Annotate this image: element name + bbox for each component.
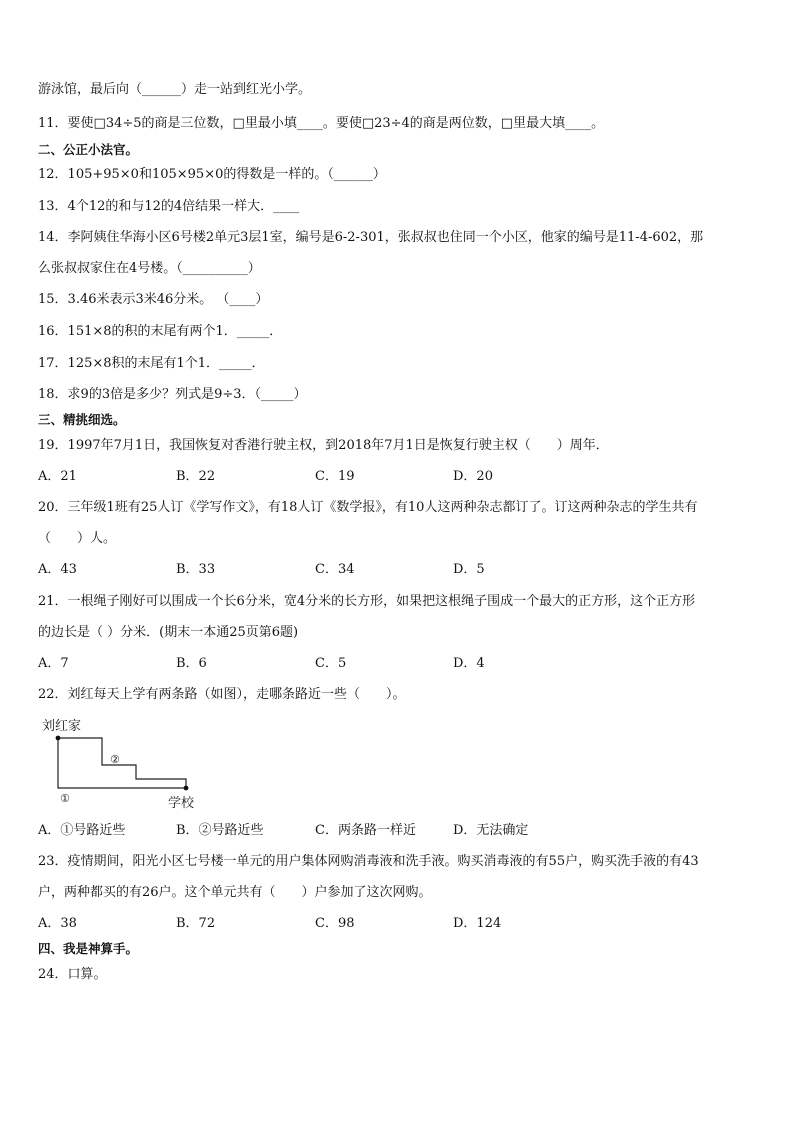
- option-a: A．38: [38, 916, 77, 931]
- section-3-heading: 三、精挑细选。: [38, 412, 126, 427]
- question-20-line2: （ ）人。: [38, 531, 117, 546]
- question-17: 17．125×8积的末尾有1个1．_____．: [38, 356, 265, 371]
- option-a: A．①号路近些: [38, 823, 126, 838]
- option-a: A．43: [38, 562, 77, 577]
- question-14-line2: 么张叔叔家住在4号楼。（__________）: [38, 261, 261, 276]
- route-2-line: [58, 738, 186, 788]
- question-21-line1: 21．一根绳子刚好可以围成一个长6分米，宽4分米的长方形，如果把这根绳子围成一个最大的正方形，这个正方形: [38, 594, 696, 609]
- options-row-22: [38, 822, 738, 840]
- option-c: C．34: [315, 562, 355, 577]
- option-a: A．7: [38, 656, 69, 671]
- question-19: 19．1997年7月1日，我国恢复对香港行驶主权，到2018年7月1日是恢复行驶主权（ ）周年．: [38, 438, 609, 453]
- route-diagram-svg: [38, 716, 218, 812]
- options-row-19: [38, 468, 738, 486]
- question-20-line1: 20．三年级1班有25人订《学写作文》，有18人订《数学报》，有10人这两种杂志都订了。订这两种杂志的学生共有: [38, 500, 698, 515]
- option-b: B．6: [176, 656, 207, 671]
- text-line: 游泳馆，最后向（______）走一站到红光小学。: [38, 82, 312, 97]
- question-23-line1: 23．疫情期间，阳光小区七号楼一单元的用户集体网购消毒液和洗手液。购买消毒液的有55户，购买洗手液的有43: [38, 854, 699, 869]
- option-c: C．98: [315, 916, 355, 931]
- question-24: 24．口算。: [38, 967, 107, 982]
- question-16: 16．151×8的积的末尾有两个1．_____．: [38, 324, 283, 339]
- option-b: B．33: [176, 562, 216, 577]
- option-d: D．4: [453, 656, 485, 671]
- question-14-line1: 14．李阿姨住华海小区6号楼2单元3层1室，编号是6-2-301，张叔叔也住同一个小区，他家的编号是11-4-602，那: [38, 230, 704, 245]
- option-c: C．19: [315, 469, 355, 484]
- option-b: B．②号路近些: [176, 823, 264, 838]
- option-d: D．20: [453, 469, 493, 484]
- question-13: 13．4个12的和与12的4倍结果一样大．____: [38, 199, 300, 214]
- option-b: B．22: [176, 469, 216, 484]
- option-d: D．无法确定: [453, 823, 529, 838]
- option-d: D．5: [453, 562, 485, 577]
- options-row-20: [38, 561, 738, 579]
- school-label: 学校: [168, 796, 195, 811]
- home-label: 刘红家: [42, 719, 82, 734]
- question-15: 15．3.46米表示3米46分米。 （____）: [38, 292, 269, 307]
- section-2-heading: 二、公正小法官。: [38, 142, 139, 157]
- option-c: C．两条路一样近: [315, 823, 416, 838]
- question-22: 22．刘红每天上学有两条路（如图），走哪条路近一些（ ）。: [38, 687, 406, 702]
- route-1-line: [58, 738, 186, 788]
- option-b: B．72: [176, 916, 216, 931]
- options-row-21: [38, 655, 738, 673]
- question-21-line2: 的边长是（ ）分米．(期末一本通25页第6题): [38, 625, 299, 640]
- route-2-label: ②: [110, 753, 120, 766]
- question-11: 11．要使□34÷5的商是三位数，□里最小填____。要使□23÷4的商是两位数，□里最大填____。: [38, 116, 605, 131]
- section-4-heading: 四、我是神算手。: [38, 941, 139, 956]
- question-23-line2: 户，两种都买的有26户。这个单元共有（ ）户参加了这次网购。: [38, 885, 432, 900]
- options-row-23: [38, 915, 738, 933]
- home-point: [56, 736, 61, 741]
- route-diagram: [38, 716, 218, 812]
- question-18: 18．求9的3倍是多少？列式是9÷3．（_____）: [38, 387, 307, 402]
- school-point: [184, 786, 189, 791]
- route-1-label: ①: [60, 792, 70, 805]
- option-a: A．21: [38, 469, 77, 484]
- option-d: D．124: [453, 916, 502, 931]
- question-12: 12．105+95×0和105×95×0的得数是一样的。（______）: [38, 167, 386, 182]
- option-c: C．5: [315, 656, 347, 671]
